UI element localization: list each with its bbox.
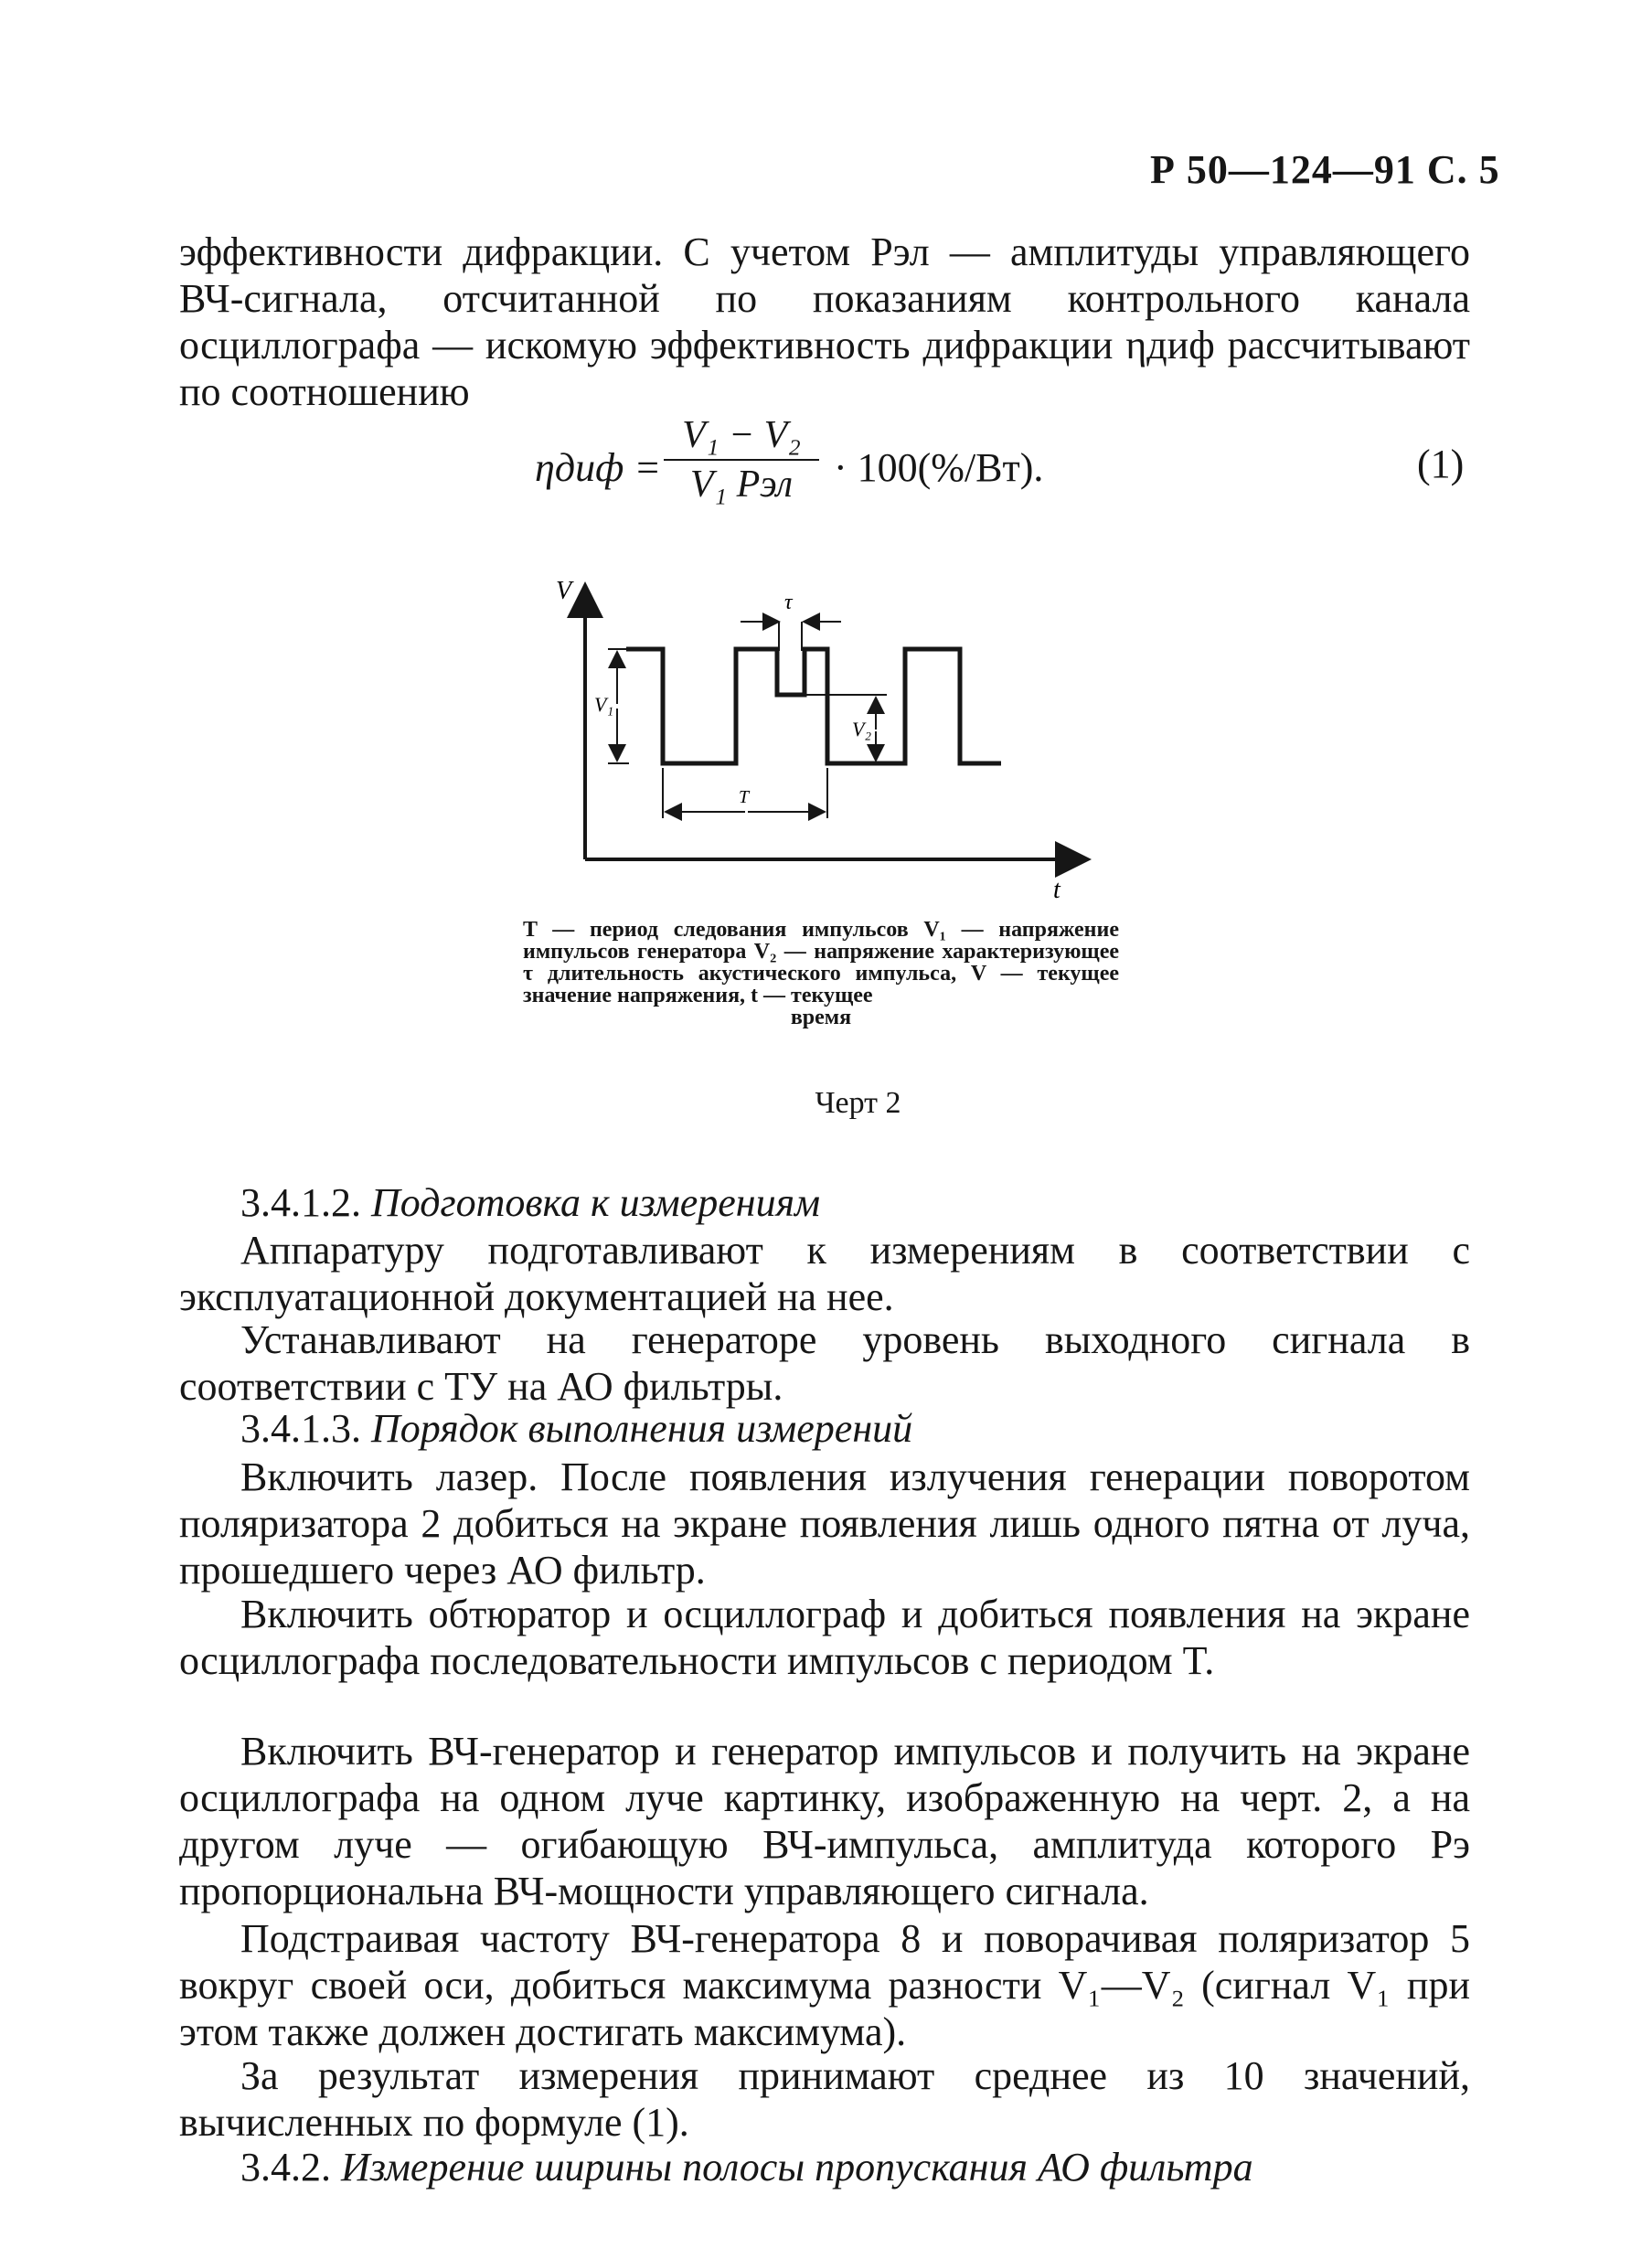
formula-denominator: V₁ Pэл <box>689 464 794 506</box>
paragraph-procedure-2: Включить обтюратор и осциллограф и добиться появления на экране осциллографа последовательности импульсов с периодом T. <box>179 1592 1470 1683</box>
section-number: 3.4.1.2. <box>240 1180 361 1225</box>
figure-caption <box>523 919 1119 1028</box>
pulse-diagram <box>539 567 1106 914</box>
formula-number: (1) <box>1417 442 1465 486</box>
intro-paragraph: эффективности дифракции. С учетом Pэл — амплитуды управляющего ВЧ-сигнала, отсчитанной по показаниям контрольного канала осциллографа — искомую эффективность дифракции ηдиф рассчитывают по соотношению <box>179 229 1470 414</box>
tau-label: τ <box>784 591 793 614</box>
section-number: 3.4.1.3. <box>240 1406 361 1451</box>
paragraph-procedure-5: За результат измерения принимают среднее из 10 значений, вычисленных по формуле (1). <box>179 2053 1470 2145</box>
figure-caption-text: T — период следования импульсов V₁ — напряжение импульсов генератора V₂ — напряжение характеризующее τ длительность акустического импульса, V — текущее значение напряжения, t — текущее <box>523 918 1119 1007</box>
formula-rhs: · 100(%/Вт). <box>834 445 1044 490</box>
figure-caption-last: время <box>790 1006 852 1029</box>
figure-label: Черт 2 <box>815 1086 901 1120</box>
section-heading-bandwidth <box>240 2144 1253 2190</box>
section-title: Подготовка к измерениям <box>371 1180 821 1225</box>
section-heading-procedure <box>240 1405 912 1452</box>
v2-label: V₂ <box>852 718 872 741</box>
section-number: 3.4.2. <box>240 2145 331 2190</box>
section-title: Измерение ширины полосы пропускания АО фильтра <box>341 2145 1253 2190</box>
section-heading-preparation <box>240 1179 820 1226</box>
paragraph-procedure-4: Подстраивая частоту ВЧ-генератора 8 и поворачивая поляризатор 5 вокруг своей оси, добиться максимума разности V₁—V₂ (сигнал V₁ при этом также должен достигать максимума). <box>179 1916 1470 2054</box>
section-title: Порядок выполнения измерений <box>371 1406 913 1451</box>
paragraph-procedure-1: Включить лазер. После появления излучения генерации поворотом поляризатора 2 добиться на экране появления лишь одного пятна от луча, прошедшего через АО фильтр. <box>179 1454 1470 1593</box>
formula-lhs: ηдиф = <box>535 445 662 490</box>
period-label: T <box>739 787 750 807</box>
paragraph-procedure-3: Включить ВЧ-генератор и генератор импульсов и получить на экране осциллографа на одном луче картинку, изображенную на черт. 2, а на другом луче — огибающую ВЧ-импульса, амплитуда которого Pэ пропорциональна ВЧ-мощности управляющего сигнала. <box>179 1729 1470 1913</box>
paragraph-preparation-2: Устанавливают на генераторе уровень выходного сигнала в соответствии с ТУ на АО фильтры. <box>179 1317 1470 1409</box>
x-axis-label: t <box>1053 876 1060 904</box>
formula-fraction <box>664 413 819 506</box>
formula-block <box>0 413 1652 514</box>
pulse-waveform <box>626 649 1001 763</box>
formula-numerator: V₁ − V₂ <box>664 413 819 461</box>
page-header: Р 50—124—91 С. 5 <box>1150 147 1500 192</box>
v1-label: V₁ <box>594 693 614 716</box>
y-axis-label: V <box>556 577 572 605</box>
paragraph-preparation-1: Аппаратуру подготавливают к измерениям в соответствии с эксплуатационной документацией на нее. <box>179 1228 1470 1319</box>
